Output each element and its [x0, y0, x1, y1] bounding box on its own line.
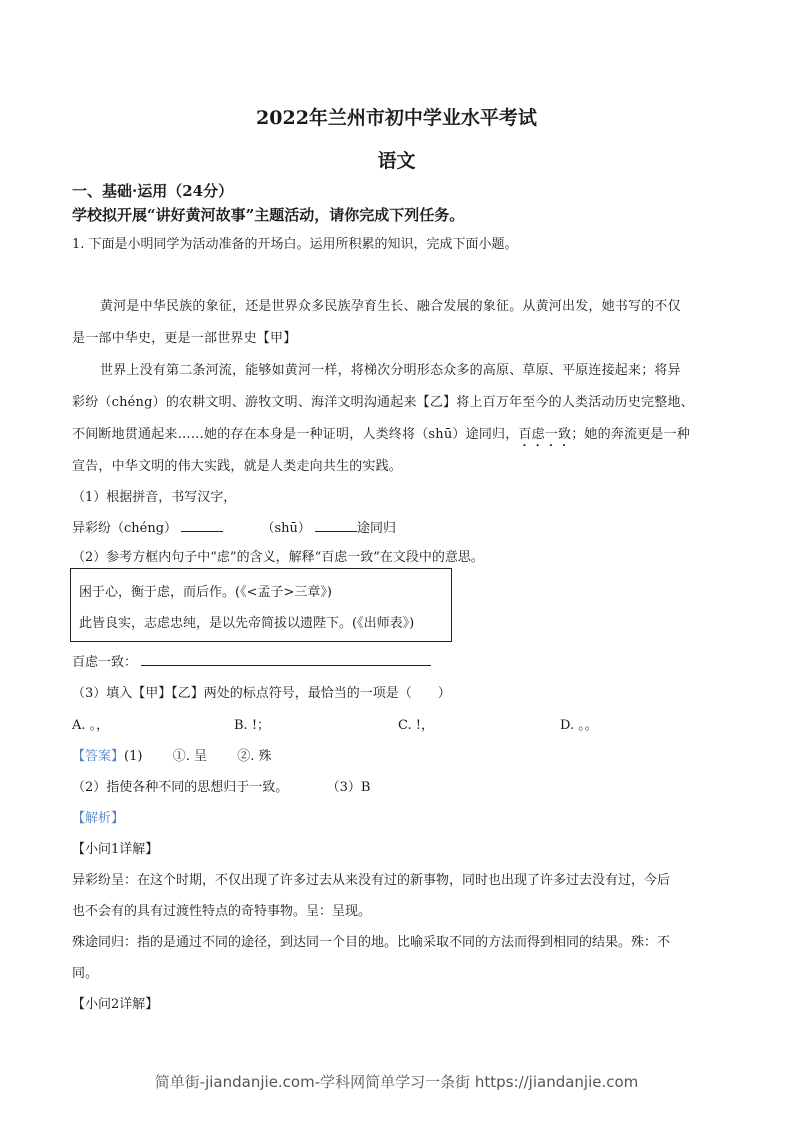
passage-line: 世界上没有第二条河流，能够如黄河一样，将梯次分明形态众多的高原、草原、平原连接起来；将异 [100, 363, 681, 378]
option-d[interactable]: D. 。。 [560, 718, 598, 733]
footer-watermark: 简单街-jiandanjie.com-学科网简单学习一条街 https://jiandanjie.com [154, 1073, 639, 1091]
passage-line [72, 423, 722, 450]
analysis-line: 也不会有的具有过渡性特点的奇特事物。呈：呈现。 [72, 904, 372, 919]
pinyin-item-a: 异彩纷（chéng） [72, 521, 178, 536]
answer-part-a: ①. 呈 [172, 749, 207, 764]
pinyin-item-b: （shū） [261, 521, 311, 536]
task-statement: 学校拟开展“讲好黄河故事”主题活动，请你完成下列任务。 [72, 206, 465, 224]
pinyin-item-b-tail: 途同归 [357, 521, 397, 536]
option-a[interactable]: A. 。， [72, 718, 110, 733]
answer-part-b: ②. 殊 [237, 749, 272, 764]
answer-label: 【答案】 [72, 749, 125, 764]
sub-question-1-prompt: （1）根据拼音，书写汉字， [72, 490, 237, 505]
sub-question-2-answer-line [72, 651, 431, 670]
analysis-part-1-heading: 【小问1详解】 [72, 842, 159, 857]
passage-text: ；她的奔流更是一种 [571, 427, 691, 442]
sub-question-1-items [72, 517, 396, 536]
answer-line-1 [72, 745, 272, 764]
analysis-part-2-heading: 【小问2详解】 [72, 997, 159, 1012]
exam-title: 2022年兰州市初中学业水平考试 [256, 107, 537, 129]
passage-line: 彩纷（chéng）的农耕文明、游牧文明、海洋文明沟通起来【乙】将上百万年至今的人类活动历史完整地、 [72, 395, 694, 410]
answer-part-2: （2）指使各种不同的思想归于一致。 [72, 780, 289, 795]
passage-line: 是一部中华史，更是一部世界史【甲】 [72, 331, 297, 346]
answer-blank[interactable] [141, 652, 431, 666]
reference-line: 困于心，衡于虑，而后作。(《<孟子>三章》) [79, 585, 332, 600]
analysis-line: 异彩纷呈：在这个时期，不仅出现了许多过去从来没有过的新事物，同时也出现了许多过去没有过，今后 [72, 873, 671, 888]
answer-label: 百虑一致： [72, 655, 138, 670]
analysis-line: 同。 [72, 966, 99, 981]
reference-box [70, 568, 452, 642]
passage-text: 不间断地贯通起来……她的存在本身是一种证明，人类终将（shū）途同归， [72, 427, 519, 442]
answer-blank-a[interactable] [181, 518, 223, 532]
section-heading: 一、基础·运用（24分） [72, 182, 234, 200]
answer-blank-b[interactable] [315, 518, 357, 532]
subject-title: 语文 [377, 150, 416, 172]
question-1-prompt: 1. 下面是小明同学为活动准备的开场白。运用所积累的知识，完成下面小题。 [72, 237, 518, 252]
emphasized-phrase: 百虑一致 [518, 427, 572, 442]
answer-line-2 [72, 776, 370, 795]
reference-line: 此皆良实，志虑忠纯，是以先帝简拔以遗陛下。(《出师表》) [79, 616, 415, 631]
answer-part-3: （3）B [326, 780, 371, 795]
passage-line: 黄河是中华民族的象征，还是世界众多民族孕育生长、融合发展的象征。从黄河出发，她书写的不仅 [100, 299, 681, 314]
option-b[interactable]: B. !； [234, 718, 271, 733]
passage-line: 宣告，中华文明的伟大实践，就是人类走向共生的实践。 [72, 459, 403, 474]
answer-part-prefix: (1) [124, 749, 143, 764]
analysis-line: 殊途同归：指的是通过不同的途径，到达同一个目的地。比喻采取不同的方法而得到相同的结果。殊：不 [72, 935, 671, 950]
analysis-label: 【解析】 [72, 811, 125, 826]
sub-question-2-prompt: （2）参考方框内句子中“虑”的含义，解释“百虑一致”在文段中的意思。 [72, 550, 484, 565]
option-c[interactable]: C. !， [398, 718, 434, 733]
sub-question-3-prompt: （3）填入【甲】【乙】两处的标点符号，最恰当的一项是（ ） [72, 686, 451, 701]
